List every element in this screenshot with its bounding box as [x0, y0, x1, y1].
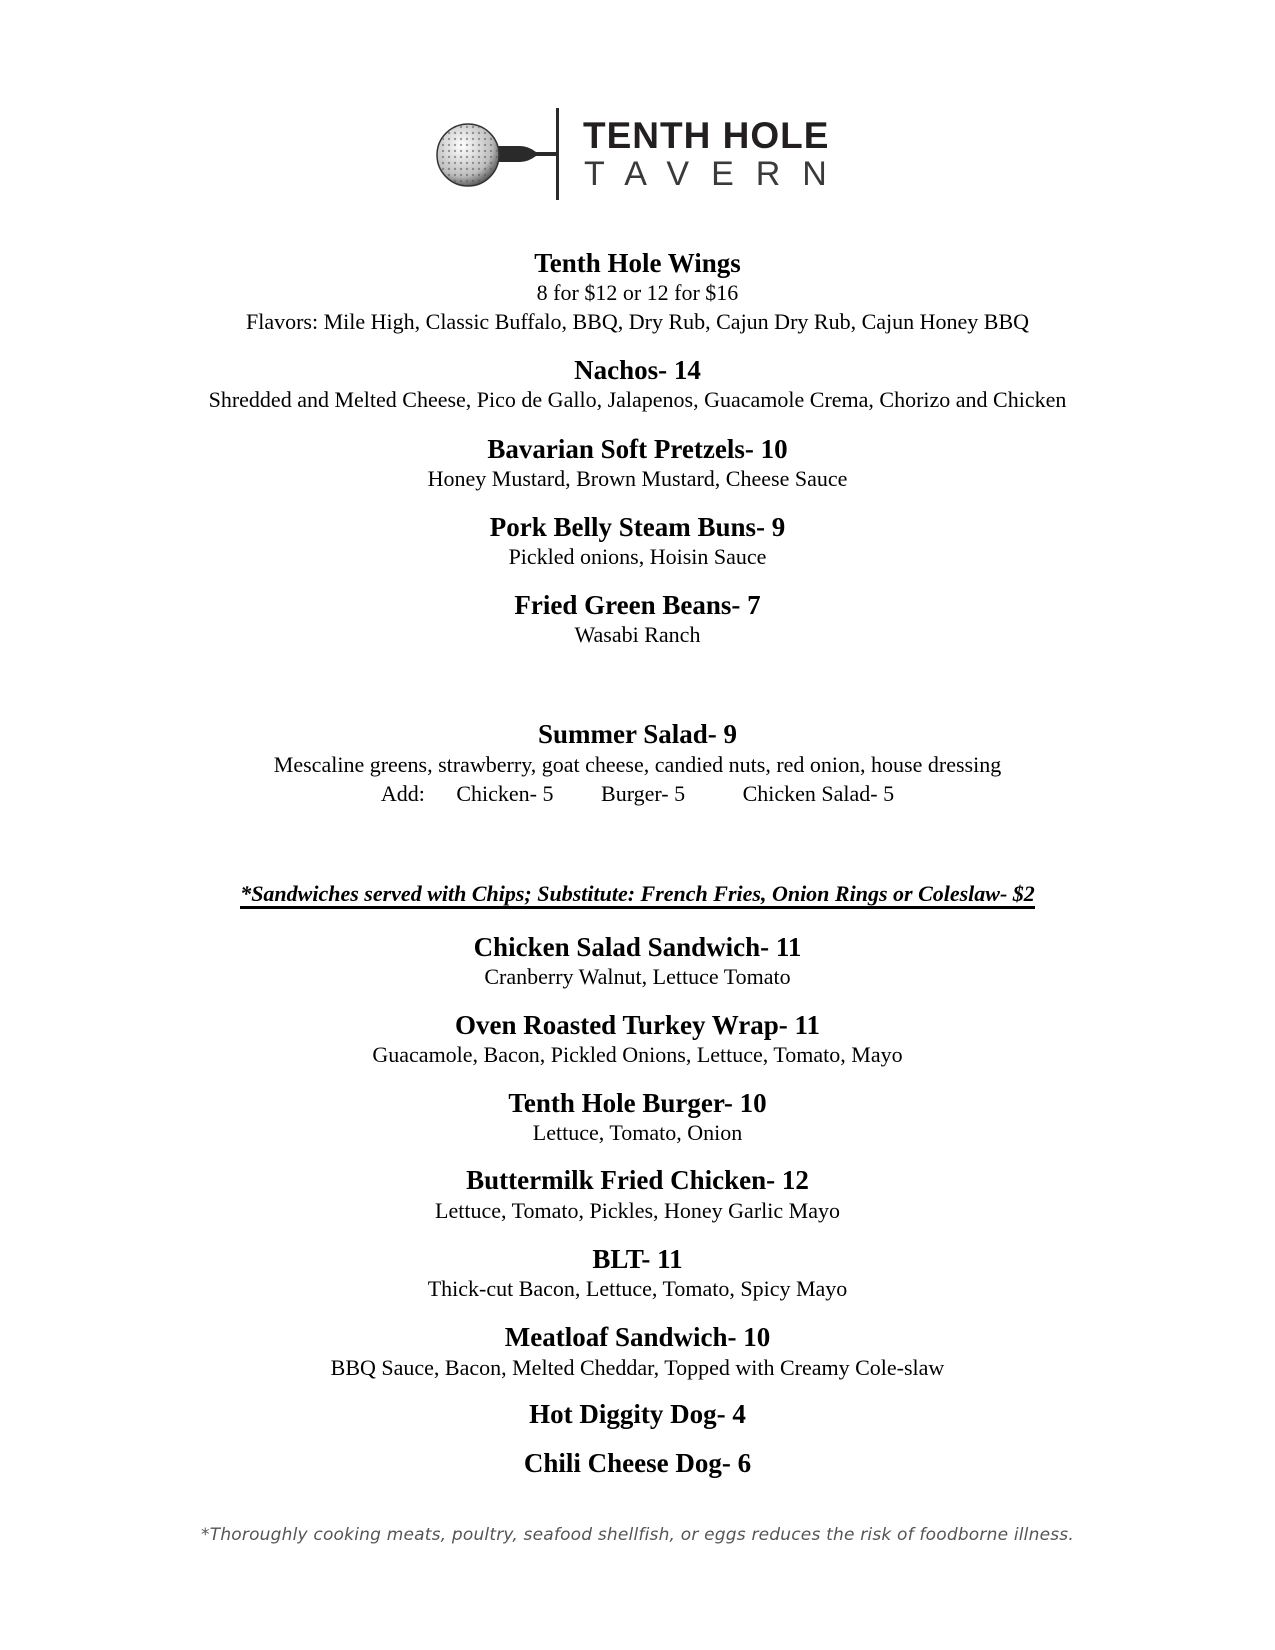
menu-item-desc: Honey Mustard, Brown Mustard, Cheese Sauce [427, 466, 848, 491]
menu-item-desc: Thick-cut Bacon, Lettuce, Tomato, Spicy Mayo [427, 1276, 848, 1301]
menu-item-title: Buttermilk Fried Chicken- 12 [466, 1165, 809, 1195]
add-label: Add: [380, 781, 425, 806]
menu-item-desc: Lettuce, Tomato, Pickles, Honey Garlic Mayo [435, 1198, 840, 1223]
logo-name-primary: TENTH HOLE [583, 115, 830, 156]
menu-item-title: Chicken Salad Sandwich- 11 [473, 932, 802, 962]
add-on-item: Chicken- 5 [456, 781, 554, 806]
menu-item-title: Nachos- 14 [574, 355, 701, 385]
salad-desc: Mescaline greens, strawberry, goat cheese, candied nuts, red onion, house dressing [273, 752, 1002, 777]
sandwich-note [0, 883, 1275, 909]
menu-item-title: Oven Roasted Turkey Wrap- 11 [454, 1010, 821, 1040]
sandwich-note-text: *Sandwiches served with Chips; Substitute: French Fries, Onion Rings or Coleslaw- $2 [240, 883, 1035, 909]
menu-item-title: Tenth Hole Wings [534, 248, 741, 278]
menu-item-desc: Flavors: Mile High, Classic Buffalo, BBQ, Dry Rub, Cajun Dry Rub, Cajun Honey BBQ [245, 309, 1030, 334]
logo-name-secondary: TAVERN [584, 155, 849, 193]
menu-item-desc: 8 for $12 or 12 for $16 [536, 280, 739, 305]
menu-item-desc: Lettuce, Tomato, Onion [532, 1120, 743, 1145]
menu-item-title: Hot Diggity Dog- 4 [529, 1399, 746, 1429]
golf-ball-fork-icon [428, 100, 583, 200]
menu-item-title: Bavarian Soft Pretzels- 10 [487, 434, 788, 464]
menu-item-desc: BBQ Sauce, Bacon, Melted Cheddar, Topped with Creamy Cole-slaw [330, 1355, 945, 1380]
add-on-item: Chicken Salad- 5 [742, 781, 895, 806]
add-on-item: Burger- 5 [601, 781, 686, 806]
menu-item-desc: Cranberry Walnut, Lettuce Tomato [484, 964, 791, 989]
salad-title: Summer Salad- 9 [537, 719, 738, 749]
menu-item-desc: Guacamole, Bacon, Pickled Onions, Lettuce, Tomato, Mayo [372, 1042, 903, 1067]
food-safety-disclaimer: *Thoroughly cooking meats, poultry, seafood shellfish, or eggs reduces the risk of foodborne illness. [201, 1525, 1074, 1545]
menu-item-desc: Wasabi Ranch [574, 622, 701, 647]
logo [428, 100, 848, 200]
menu-item-title: Pork Belly Steam Buns- 9 [489, 512, 786, 542]
menu-item-title: Chili Cheese Dog- 6 [523, 1448, 752, 1478]
menu-item-title: Fried Green Beans- 7 [514, 590, 761, 620]
menu-item-title: BLT- 11 [592, 1244, 683, 1274]
menu-item-title: Tenth Hole Burger- 10 [508, 1088, 767, 1118]
menu-item-desc: Pickled onions, Hoisin Sauce [508, 544, 767, 569]
menu-item-desc: Shredded and Melted Cheese, Pico de Gallo, Jalapenos, Guacamole Crema, Chorizo and Chicken [208, 387, 1067, 412]
menu-item-title: Meatloaf Sandwich- 10 [504, 1322, 771, 1352]
salad-add-ons [0, 783, 1275, 805]
